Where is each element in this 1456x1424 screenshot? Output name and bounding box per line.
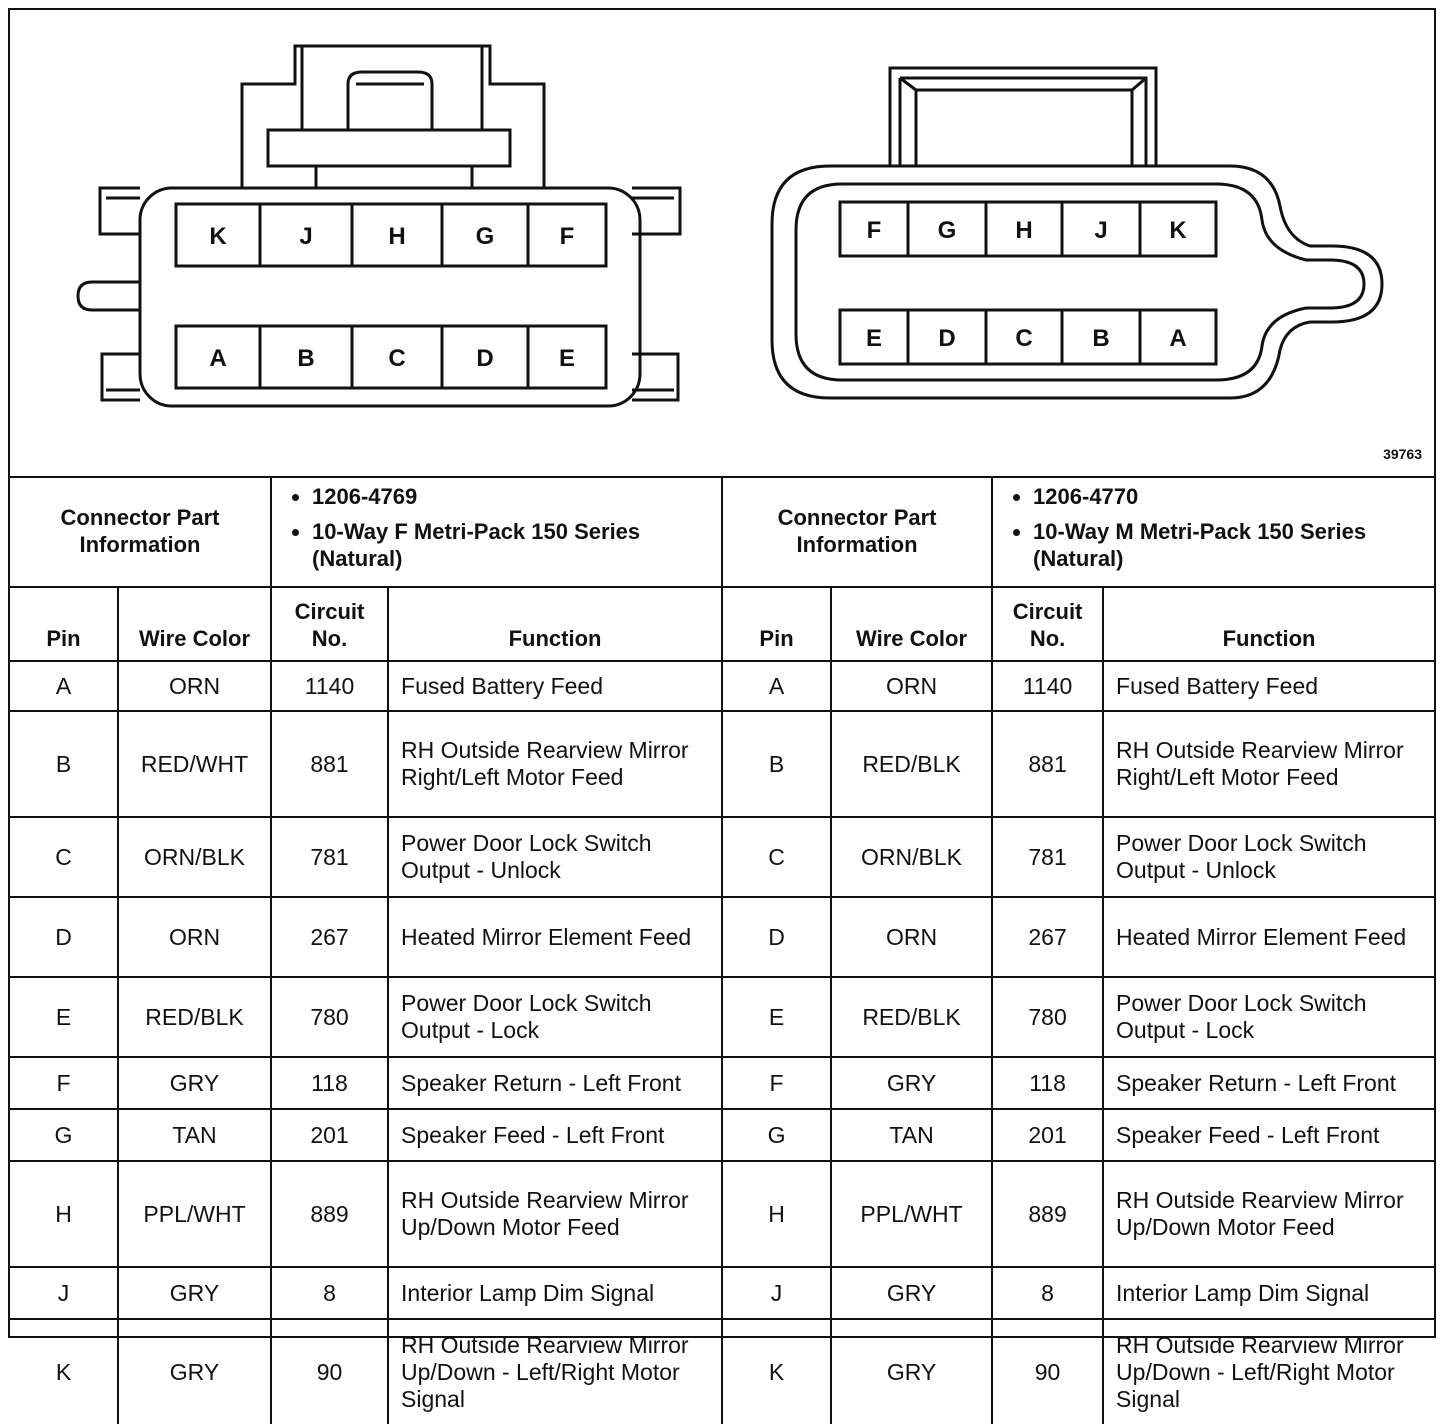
right-circuit-cell: 267	[992, 897, 1103, 977]
male-pin-k: K	[1169, 217, 1187, 244]
left-circuit-cell: 201	[271, 1109, 388, 1161]
left-wire-color-cell: RED/WHT	[118, 711, 271, 817]
right-wire-color-cell: GRY	[831, 1057, 992, 1109]
left-pin-cell: J	[10, 1267, 118, 1319]
right-wire-color-cell: GRY	[831, 1319, 992, 1424]
right-wire-color-cell: GRY	[831, 1267, 992, 1319]
male-pin-b: B	[1092, 325, 1110, 352]
right-function-cell: Interior Lamp Dim Signal	[1103, 1267, 1434, 1319]
female-pin-d: D	[476, 345, 494, 372]
right-circuit-cell: 90	[992, 1319, 1103, 1424]
left-wire-color-cell: GRY	[118, 1267, 271, 1319]
left-info-label: Connector Part Information	[10, 476, 271, 587]
left-wire-color-cell: ORN	[118, 661, 271, 711]
right-pin-cell: H	[722, 1161, 831, 1267]
left-pin-cell: C	[10, 817, 118, 897]
right-wire-color-cell: PPL/WHT	[831, 1161, 992, 1267]
female-top-row-pins	[209, 223, 574, 250]
right-function-cell: RH Outside Rearview Mirror Up/Down - Left/Right Motor Signal	[1103, 1319, 1434, 1424]
right-part-info	[992, 476, 1434, 587]
left-circuit-cell: 889	[271, 1161, 388, 1267]
table-row	[10, 1319, 1434, 1424]
right-wire-color-cell: ORN	[831, 661, 992, 711]
female-pin-f: F	[559, 223, 575, 250]
left-function-cell: RH Outside Rearview Mirror Up/Down Motor Feed	[388, 1161, 722, 1267]
left-pin-cell: F	[10, 1057, 118, 1109]
left-circuit-header: Circuit No.	[271, 587, 388, 661]
left-wire-color-header: Wire Color	[118, 587, 271, 661]
male-pin-f: F	[866, 217, 882, 244]
left-pin-cell: E	[10, 977, 118, 1057]
left-circuit-cell: 781	[271, 817, 388, 897]
right-function-cell: Power Door Lock Switch Output - Unlock	[1103, 817, 1434, 897]
right-function-cell: Power Door Lock Switch Output - Lock	[1103, 977, 1434, 1057]
right-part-number: • 1206-4770	[1033, 483, 1428, 510]
left-function-cell: RH Outside Rearview Mirror Right/Left Motor Feed	[388, 711, 722, 817]
table-row	[10, 1161, 1434, 1267]
left-part-number: • 1206-4769	[312, 483, 715, 510]
left-pin-cell: G	[10, 1109, 118, 1161]
right-pin-header: Pin	[722, 587, 831, 661]
right-function-cell: RH Outside Rearview Mirror Right/Left Motor Feed	[1103, 711, 1434, 817]
right-function-header: Function	[1103, 587, 1434, 661]
female-pin-k: K	[209, 223, 227, 250]
right-circuit-cell: 8	[992, 1267, 1103, 1319]
connector-pinout-table	[10, 476, 1434, 1424]
right-circuit-cell: 889	[992, 1161, 1103, 1267]
left-pin-cell: K	[10, 1319, 118, 1424]
table-row	[10, 897, 1434, 977]
right-pin-cell: G	[722, 1109, 831, 1161]
right-circuit-cell: 118	[992, 1057, 1103, 1109]
left-function-cell: Interior Lamp Dim Signal	[388, 1267, 722, 1319]
left-circuit-cell: 118	[271, 1057, 388, 1109]
left-wire-color-cell: RED/BLK	[118, 977, 271, 1057]
right-info-label: Connector Part Information	[722, 476, 992, 587]
right-wire-color-header: Wire Color	[831, 587, 992, 661]
right-pin-cell: E	[722, 977, 831, 1057]
left-function-cell: Power Door Lock Switch Output - Unlock	[388, 817, 722, 897]
right-circuit-cell: 1140	[992, 661, 1103, 711]
female-bottom-row-pins	[209, 345, 575, 372]
connector-document	[8, 8, 1436, 1412]
right-pin-cell: D	[722, 897, 831, 977]
table-row	[10, 977, 1434, 1057]
left-function-cell: Heated Mirror Element Feed	[388, 897, 722, 977]
right-pin-cell: J	[722, 1267, 831, 1319]
left-pin-cell: B	[10, 711, 118, 817]
left-circuit-cell: 267	[271, 897, 388, 977]
right-pin-cell: A	[722, 661, 831, 711]
right-wire-color-cell: TAN	[831, 1109, 992, 1161]
left-wire-color-cell: TAN	[118, 1109, 271, 1161]
male-pin-j: J	[1094, 217, 1108, 244]
left-wire-color-cell: ORN/BLK	[118, 817, 271, 897]
right-wire-color-cell: RED/BLK	[831, 711, 992, 817]
male-pin-h: H	[1015, 217, 1033, 244]
left-pin-cell: H	[10, 1161, 118, 1267]
left-circuit-cell: 90	[271, 1319, 388, 1424]
right-circuit-cell: 201	[992, 1109, 1103, 1161]
female-pin-c: C	[388, 345, 406, 372]
male-pin-e: E	[865, 325, 883, 352]
left-circuit-cell: 1140	[271, 661, 388, 711]
male-connector-drawing	[772, 68, 1382, 398]
right-pin-cell: K	[722, 1319, 831, 1424]
right-pin-cell: C	[722, 817, 831, 897]
left-circuit-cell: 881	[271, 711, 388, 817]
left-circuit-cell: 780	[271, 977, 388, 1057]
right-pin-cell: F	[722, 1057, 831, 1109]
table-row	[10, 711, 1434, 817]
right-function-cell: RH Outside Rearview Mirror Up/Down Motor Feed	[1103, 1161, 1434, 1267]
right-part-description: • 10-Way M Metri-Pack 150 Series (Natural)	[1033, 518, 1428, 572]
right-wire-color-cell: ORN/BLK	[831, 817, 992, 897]
male-pin-a: A	[1169, 325, 1187, 352]
table-row	[10, 1057, 1434, 1109]
left-function-cell: Power Door Lock Switch Output - Lock	[388, 977, 722, 1057]
female-pin-a: A	[209, 345, 227, 372]
right-function-cell: Speaker Feed - Left Front	[1103, 1109, 1434, 1161]
table-row	[10, 817, 1434, 897]
left-function-cell: Fused Battery Feed	[388, 661, 722, 711]
table-row	[10, 1109, 1434, 1161]
right-function-cell: Fused Battery Feed	[1103, 661, 1434, 711]
connector-diagrams	[10, 10, 1434, 476]
left-part-info	[271, 476, 722, 587]
table-row	[10, 661, 1434, 711]
left-wire-color-cell: GRY	[118, 1057, 271, 1109]
right-wire-color-cell: ORN	[831, 897, 992, 977]
right-circuit-cell: 780	[992, 977, 1103, 1057]
left-function-header: Function	[388, 587, 722, 661]
male-pin-g: G	[937, 217, 957, 244]
female-connector-drawing	[78, 46, 680, 406]
left-function-cell: Speaker Feed - Left Front	[388, 1109, 722, 1161]
right-circuit-header: Circuit No.	[992, 587, 1103, 661]
left-pin-cell: D	[10, 897, 118, 977]
right-wire-color-cell: RED/BLK	[831, 977, 992, 1057]
column-header-row	[10, 587, 1434, 661]
left-function-cell: RH Outside Rearview Mirror Up/Down - Left/Right Motor Signal	[388, 1319, 722, 1424]
female-pin-b: B	[297, 345, 315, 372]
left-wire-color-cell: GRY	[118, 1319, 271, 1424]
connector-diagram-area	[10, 10, 1434, 478]
left-pin-cell: A	[10, 661, 118, 711]
female-pin-e: E	[558, 345, 576, 372]
table-row	[10, 1267, 1434, 1319]
left-pin-header: Pin	[10, 587, 118, 661]
female-pin-j: J	[299, 223, 313, 250]
female-pin-g: G	[475, 223, 495, 250]
left-wire-color-cell: PPL/WHT	[118, 1161, 271, 1267]
male-pin-d: D	[938, 325, 956, 352]
right-circuit-cell: 781	[992, 817, 1103, 897]
left-circuit-cell: 8	[271, 1267, 388, 1319]
male-pin-c: C	[1015, 325, 1033, 352]
left-wire-color-cell: ORN	[118, 897, 271, 977]
right-function-cell: Speaker Return - Left Front	[1103, 1057, 1434, 1109]
left-part-description: • 10-Way F Metri-Pack 150 Series (Natural)	[312, 518, 715, 572]
right-function-cell: Heated Mirror Element Feed	[1103, 897, 1434, 977]
connector-info-row	[10, 476, 1434, 587]
figure-number: 39763	[1383, 446, 1422, 462]
left-function-cell: Speaker Return - Left Front	[388, 1057, 722, 1109]
right-pin-cell: B	[722, 711, 831, 817]
right-circuit-cell: 881	[992, 711, 1103, 817]
female-pin-h: H	[388, 223, 406, 250]
